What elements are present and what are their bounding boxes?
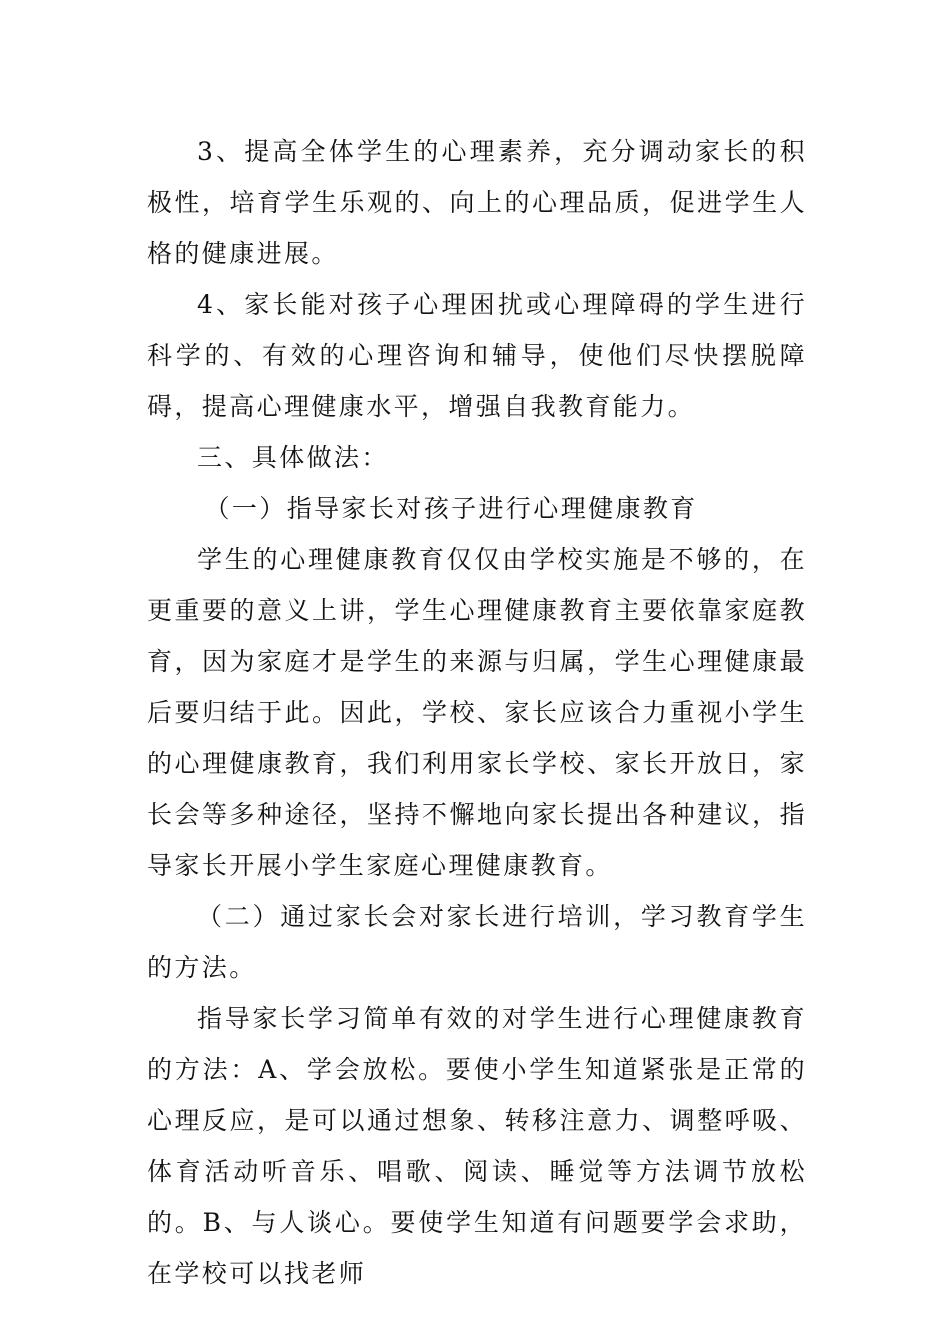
paragraph-methods: 指导家长学习简单有效的对学生进行心理健康教育的方法：A、学会放松。要使小学生知道紧张是正常的心理反应，是可以通过想象、转移注意力、调整呼吸、体育活动听音乐、唱歌、阅读、睡觉等方法调节放松的。B、与人谈心。要使学生知道有问题要学会求助，在学校可以找老师 [147, 1004, 807, 1288]
document-body [147, 126, 807, 1299]
subheading-1: （一）指导家长对孩子进行心理健康教育 [204, 494, 698, 523]
paragraph-goal-4: 4、家长能对孩子心理困扰或心理障碍的学生进行科学的、有效的心理咨询和辅导，使他们尽快摆脱障碍，提高心理健康水平，增强自我教育能力。 [147, 290, 807, 421]
subheading-2: （二）通过家长会对家长进行培训，学习教育学生的方法。 [147, 902, 807, 982]
paragraph-guidance: 学生的心理健康教育仅仅由学校实施是不够的，在更重要的意义上讲，学生心理健康教育主要依靠家庭教育，因为家庭才是学生的来源与归属，学生心理健康最后要归结于此。因此，学校、家长应该合力重视小学生的心理健康教育，我们利用家长学校、家长开放日，家长会等多种途径，坚持不懈地向家长提出各种建议，指导家长开展小学生家庭心理健康教育。 [147, 545, 807, 880]
paragraph-goal-3: 3、提高全体学生的心理素养，充分调动家长的积极性，培育学生乐观的、向上的心理品质，促进学生人格的健康进展。 [147, 137, 807, 268]
section-heading-methods: 三、具体做法： [197, 443, 389, 472]
